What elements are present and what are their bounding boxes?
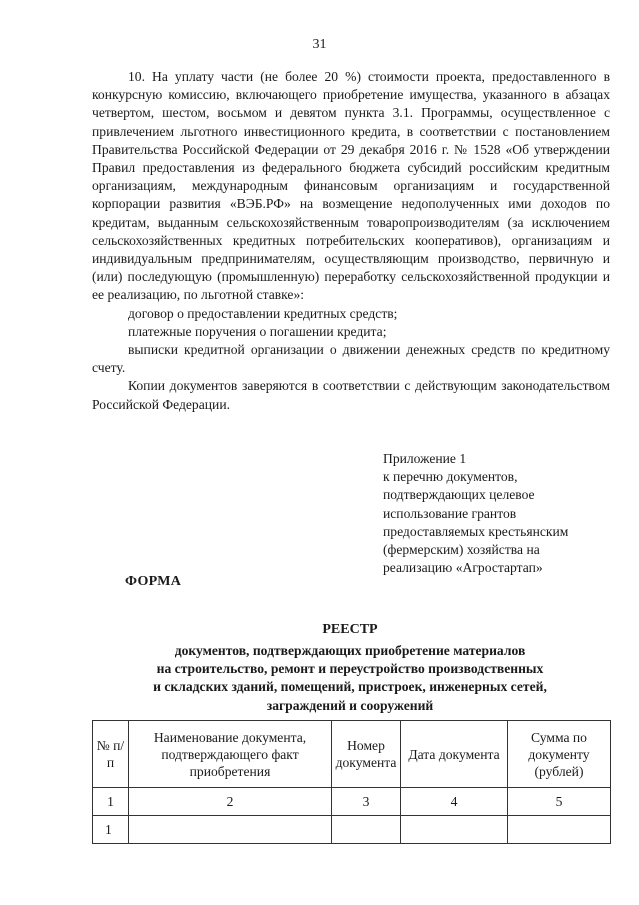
header-cell-amount: Сумма по документу (рублей) xyxy=(508,721,611,788)
table-row xyxy=(93,788,611,816)
appendix-line: предоставляемых крестьянским xyxy=(383,523,569,539)
table-header-row xyxy=(93,721,611,788)
copies-note: Копии документов заверяются в соответствии с действующим законодательством Российской Федерации. xyxy=(92,378,610,412)
appendix-line: Приложение 1 xyxy=(383,451,467,466)
table-cell: 5 xyxy=(508,788,611,816)
table-cell xyxy=(129,816,332,844)
table-cell: 1 xyxy=(93,788,129,816)
paragraph-10: 10. На уплату части (не более 20 %) стоимости проекта, предоставленного в конкурсную комиссию, включающего приобретение имущества, указанного в абзацах четвертом, шестом, восьмом и девятом пункта 3.1. Программы, осуществленное с привлечением льготного инвестиционного кредита, в соответствии с постановлением Правительства Российской Федерации от 29 декабря 2016 г. № 1528 «Об утверждении Правил предоставления из федерального бюджета субсидий российским кредитным организациям, международным финансовым организациям и государственной корпорации развития «ВЭБ.РФ» на возмещение недополученных ими доходов по кредитам, выданным сельскохозяйственным товаропроизводителям (за исключением сельскохозяйственных кредитных потребительских кооперативов), организациям и индивидуальным предпринимателям, осуществляющим производство, первичную и (или) последующую (промышленную) переработку сельскохозяйственной продукции и ее реализацию, по льготной ставке»: xyxy=(92,69,610,303)
reestr-subtitle-line: документов, подтверждающих приобретение материалов xyxy=(174,643,526,658)
header-cell-document-name: Наименование документа, подтверждающего факт приобретения xyxy=(129,721,332,788)
reestr-subtitle-line: на строительство, ремонт и переустройство производственных xyxy=(156,661,544,677)
reestr-title: РЕЕСТР xyxy=(322,622,378,637)
table-cell xyxy=(401,816,508,844)
body-text xyxy=(92,68,610,414)
appendix-line: подтверждающих целевое xyxy=(383,487,535,503)
registry-table xyxy=(92,720,611,844)
appendix-line: к перечню документов, xyxy=(383,469,518,485)
reestr-subtitle-line: и складских зданий, помещений, пристроек, инженерных сетей, xyxy=(153,679,547,695)
appendix-line: (фермерским) хозяйства на xyxy=(383,542,540,558)
forma-label: ФОРМА xyxy=(125,574,182,589)
appendix-line: использование грантов xyxy=(383,505,517,521)
table-cell xyxy=(332,816,401,844)
header-cell-document-number: Номер документа xyxy=(332,721,401,788)
appendix-line: реализацию «Агростартап» xyxy=(383,560,543,576)
list-item-credit-agreement: договор о предоставлении кредитных средств; xyxy=(128,305,398,321)
table-cell: 4 xyxy=(401,788,508,816)
page-number: 31 xyxy=(312,37,327,52)
appendix-note xyxy=(383,450,623,577)
header-cell-index: № п/п xyxy=(93,721,129,788)
table-cell: 1 xyxy=(93,816,129,844)
reestr-subtitle-line: заграждений и сооружений xyxy=(266,697,434,713)
table-cell xyxy=(508,816,611,844)
table-cell: 3 xyxy=(332,788,401,816)
list-item-payment-orders: платежные поручения о погашении кредита; xyxy=(128,323,387,339)
header-cell-document-date: Дата документа xyxy=(401,721,508,788)
table-row xyxy=(93,816,611,844)
reestr-subtitle xyxy=(100,642,600,715)
list-item-bank-statements: выписки кредитной организации о движении денежных средств по кредитному счету. xyxy=(92,342,610,376)
table-cell: 2 xyxy=(129,788,332,816)
